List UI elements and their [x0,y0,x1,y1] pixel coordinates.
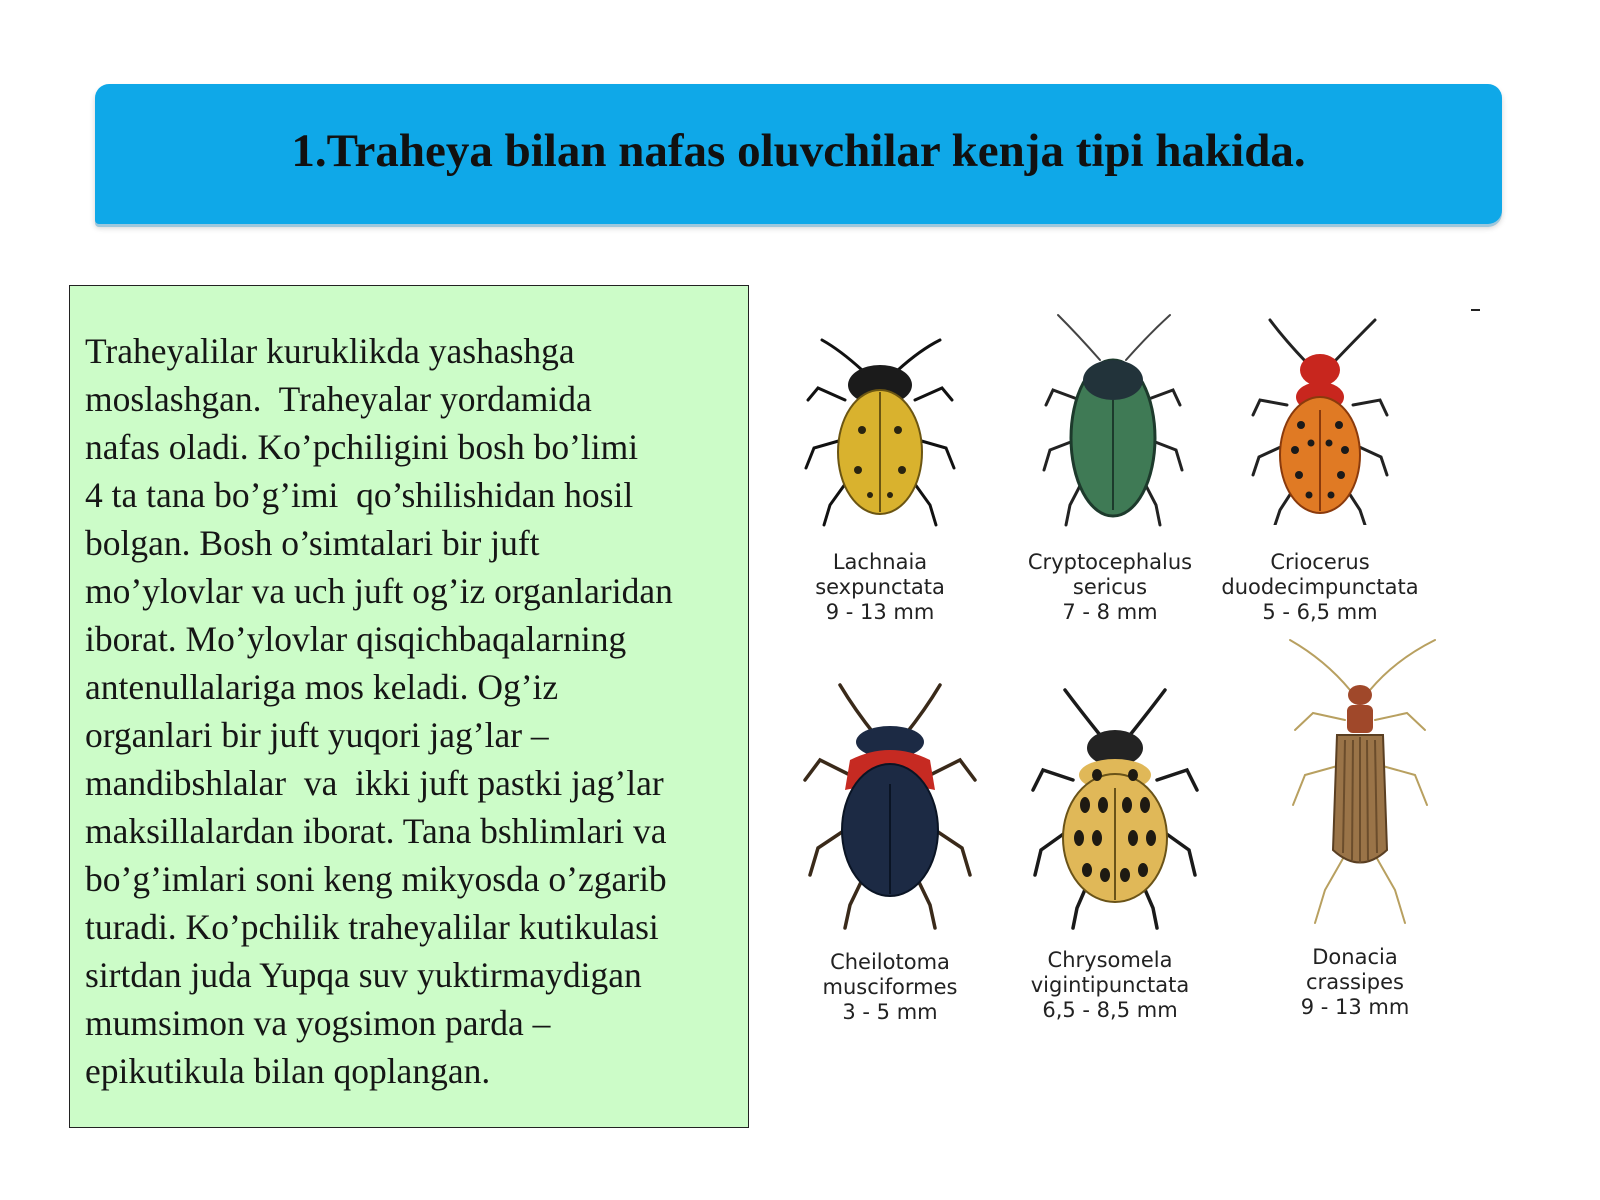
beetle-genus: Cryptocephalus [1027,550,1193,574]
description-line: sirtdan juda Yupqa suv yuktirmaydigan [85,955,642,995]
beetle-cryptocephalus-icon [1028,310,1198,530]
beetle-illustration-grid [770,290,1490,1060]
beetle-caption [1255,945,1455,1020]
beetle-species: crassipes [1306,970,1404,994]
beetle-cheilotoma-icon [800,680,980,930]
beetle-cheilotoma-image [800,680,980,930]
description-line: mumsimon va yogsimon parda – [85,1003,551,1043]
beetle-size: 7 - 8 mm [1062,600,1158,624]
beetle-genus: Criocerus [1270,550,1370,574]
description-line: Traheyalilar kuruklikda yashashga [85,331,575,371]
beetle-donacia-icon [1265,635,1455,925]
description-line: mandibshlalar va ikki juft pastki jag’lar [85,763,664,803]
description-line: 4 ta tana bo’g’imi qo’shilishidan hosil [85,475,634,515]
description-line: bo’g’imlari soni keng mikyosda o’zgarib [85,859,667,899]
beetle-caption [1195,550,1445,625]
beetle-caption [1005,550,1215,625]
beetle-genus: Cheilotoma [830,950,950,974]
beetle-chrysomela-icon [1025,680,1205,930]
description-line: organlari bir juft yuqori jag’lar – [85,715,549,755]
beetle-size: 6,5 - 8,5 mm [1042,998,1178,1022]
beetle-donacia-image [1265,635,1455,925]
slide-title: 1.Traheya bilan nafas oluvchilar kenja tipi hakida. [291,125,1306,177]
description-line: antenullalariga mos keladi. Og’iz [85,667,559,707]
beetle-size: 3 - 5 mm [842,1000,938,1024]
title-banner [95,84,1502,224]
description-line: iborat. Mo’ylovlar qisqichbaqalarning [85,619,627,659]
beetle-criocerus-image [1235,315,1405,525]
description-line: mo’ylovlar va uch juft og’iz organlaridan [85,571,673,611]
beetle-lachnaia-image [800,330,960,530]
beetle-chrysomela-image [1025,680,1205,930]
beetle-species: sericus [1072,575,1148,599]
beetle-genus: Chrysomela [1047,948,1173,972]
description-box [69,285,749,1128]
beetle-genus: Lachnaia [832,550,928,574]
beetle-caption [800,950,980,1025]
beetle-cryptocephalus-image [1028,310,1198,530]
description-line: moslashgan. Traheyalar yordamida [85,379,592,419]
beetle-species: musciformes [822,975,958,999]
beetle-species: duodecimpunctata [1221,575,1419,599]
beetle-caption [1005,948,1215,1023]
description-line: turadi. Ko’pchilik traheyalilar kutikulasi [85,907,659,947]
description-line: nafas oladi. Ko’pchiligini bosh bo’limi [85,427,639,467]
description-line: maksillalardan iborat. Tana bshlimlari va [85,811,667,851]
beetle-size: 9 - 13 mm [1300,995,1410,1019]
beetle-size: 5 - 6,5 mm [1262,600,1378,624]
beetle-genus: Donacia [1312,945,1398,969]
beetle-criocerus-icon [1235,315,1405,525]
beetle-species: vigintipunctata [1030,973,1190,997]
description-line: bolgan. Bosh o’simtalari bir juft [85,523,540,563]
beetle-caption [795,550,965,625]
beetle-lachnaia-icon [800,330,960,530]
beetle-size: 9 - 13 mm [825,600,935,624]
description-text [85,327,765,1095]
description-line: epikutikula bilan qoplangan. [85,1051,491,1091]
beetle-species: sexpunctata [815,575,945,599]
